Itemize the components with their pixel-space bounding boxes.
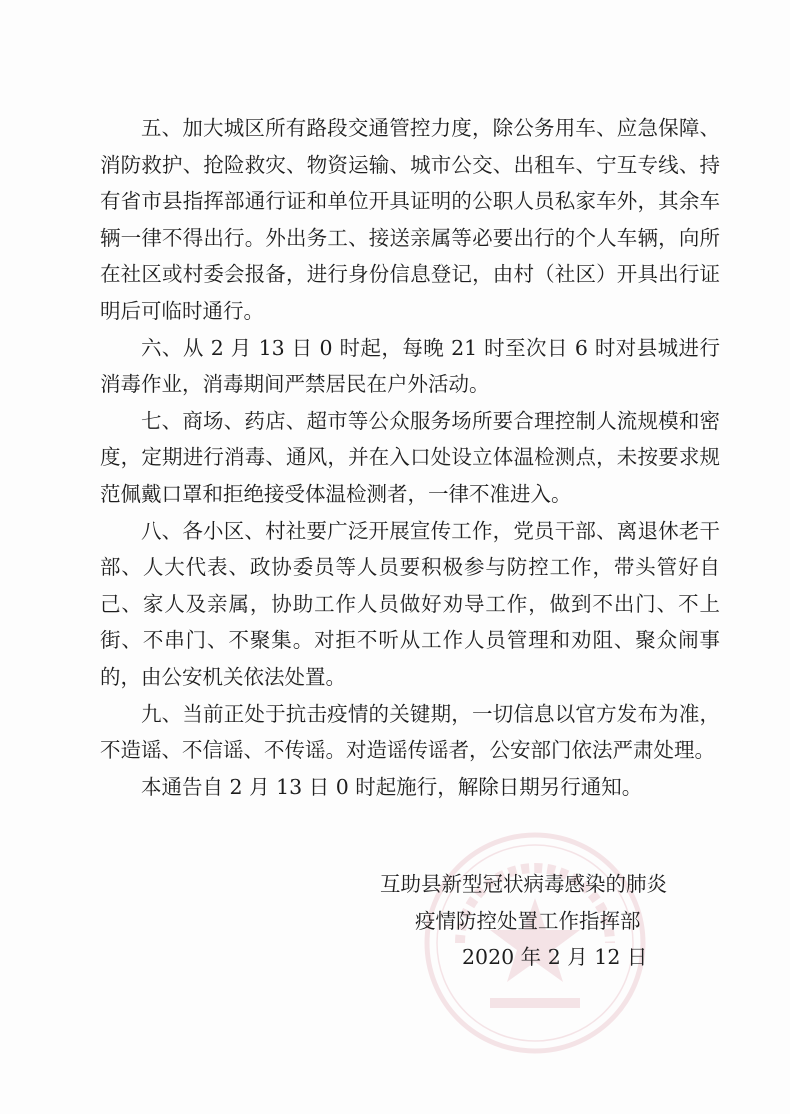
paragraph-item-6: 六、从 2 月 13 日 0 时起，每晚 21 时至次日 6 时对县城进行消毒作业，消毒期间严禁居民在户外活动。 [100,335,720,397]
paragraph-item-9: 九、当前正处于抗击疫情的关键期，一切信息以官方发布为准，不造谣、不信谣、不传谣。对造谣传谣者，公安部门依法严肃处理。 [100,701,720,763]
issue-date: 2020 年 2 月 12 日 [462,945,648,970]
signature-block [380,866,710,976]
issuer-name-line2: 疫情防控处置工作指挥部 [415,908,641,933]
notice-body [100,110,720,805]
paragraph-item-5: 五、加大城区所有路段交通管控力度，除公务用车、应急保障、消防救护、抢险救灾、物资运输、城市公交、出租车、宁互专线、持有省市县指挥部通行证和单位开具证明的公职人员私家车外，其余车辆一律不得出行。外出务工、接送亲属等必要出行的个人车辆，向所在社区或村委会报备，进行身份信息登记，由村（社区）开具出行证明后可临时通行。 [100,116,720,323]
issuer-name-line1: 互助县新型冠状病毒感染的肺炎 [380,872,667,896]
effective-date-paragraph: 本通告自 2 月 13 日 0 时起施行，解除日期另行通知。 [141,774,643,799]
paragraph-item-7: 七、商场、药店、超市等公众服务场所要合理控制人流规模和密度，定期进行消毒、通风，并在入口处设立体温检测点，未按要求规范佩戴口罩和拒绝接受体温检测者，一律不准进入。 [100,408,720,506]
paragraph-item-8: 八、各小区、村社要广泛开展宣传工作，党员干部、离退休老干部、人大代表、政协委员等人员要积极参与防控工作，带头管好自己、家人及亲属，协助工作人员做好劝导工作，做到不出门、不上街、不串门、不聚集。对拒不听从工作人员管理和劝阻、聚众闹事的，由公安机关依法处置。 [100,518,720,689]
